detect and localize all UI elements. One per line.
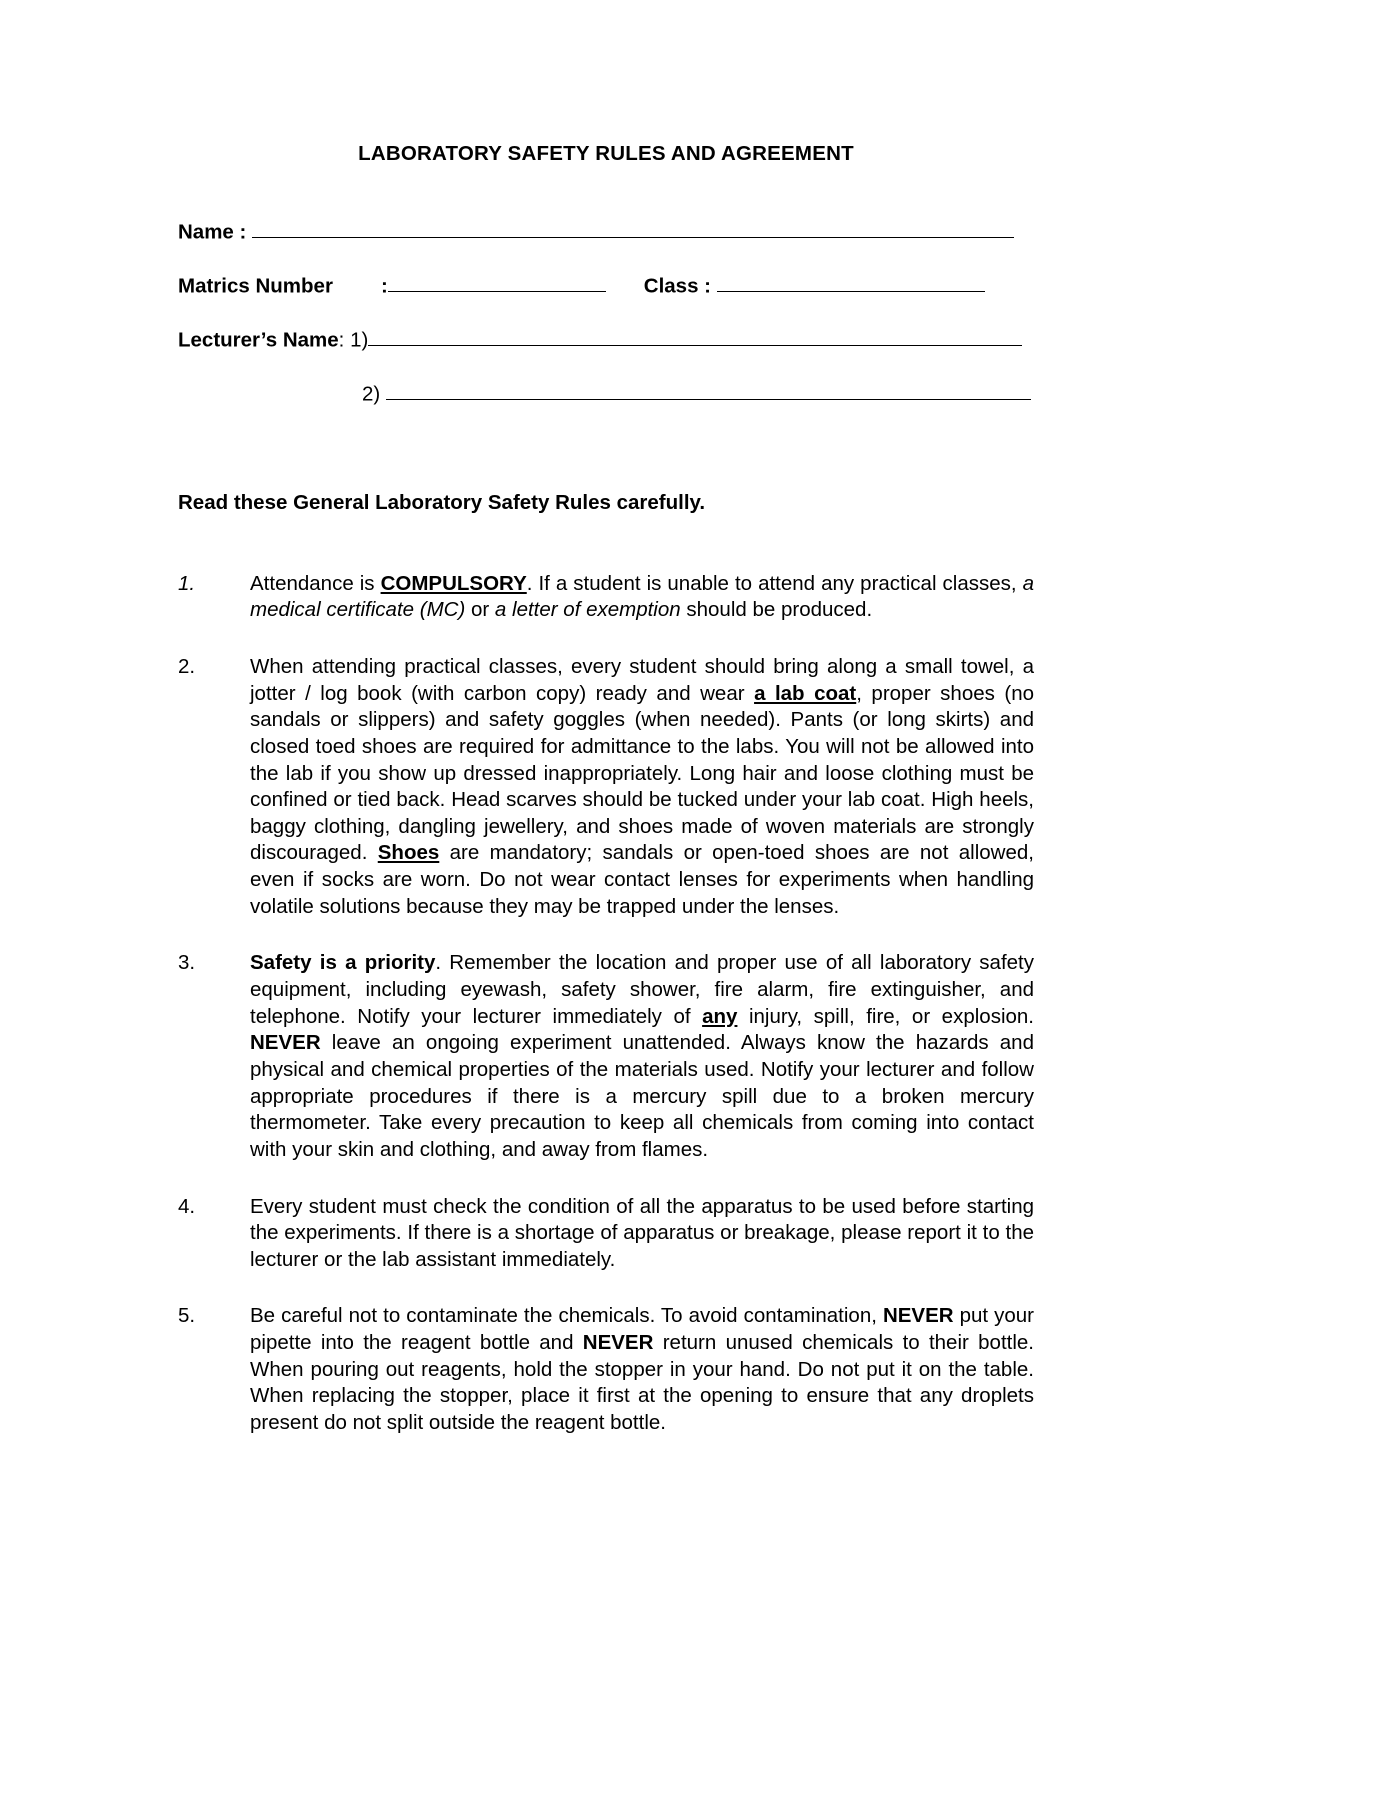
matrics-number-label: Matrics Number [178, 274, 333, 298]
class-input[interactable] [717, 274, 985, 292]
lecturer-2-marker: 2) [362, 382, 381, 406]
rule-text: Be careful not to contaminate the chemicals. To avoid contamination, NEVER put your pipette into the reagent bottle and NEVER return unused chemicals to their bottle. When pouring out reagents, hold the stopper in your hand. Do not put it on the table. When replacing the stopper, place it first at the opening to ensure that any droplets present do not split outside the reagent bottle. [250, 1304, 1034, 1434]
lecturer-name-separator: : [338, 328, 351, 352]
rule-text: Attendance is COMPULSORY. If a student is unable to attend any practical classes, a medical certificate (MC) or a letter of exemption should be produced. [250, 571, 1035, 622]
rule-item [178, 571, 1034, 624]
rule-item [178, 654, 1034, 920]
name-label: Name [178, 220, 234, 244]
class-separator: : [698, 274, 717, 298]
form-row-lecturer-2 [178, 382, 1034, 405]
rule-number: 4. [178, 1194, 196, 1218]
rule-item [178, 950, 1034, 1163]
name-input[interactable] [252, 220, 1014, 238]
student-details-form [178, 220, 1034, 405]
lecturer-2-input[interactable] [386, 382, 1031, 400]
form-row-name [178, 220, 1034, 243]
lecturer-name-label: Lecturer’s Name [178, 328, 339, 352]
rule-text: Every student must check the condition of all the apparatus to be used before starting the experiments. If there is a shortage of apparatus or breakage, please report it to the lecturer or the lab assistant immediately. [250, 1194, 1034, 1271]
rule-item [178, 1194, 1034, 1274]
name-separator: : [233, 220, 253, 244]
rule-text: Safety is a priority. Remember the location and proper use of all laboratory safety equipment, including eyewash, safety shower, fire alarm, fire extinguisher, and telephone. Notify your lecturer immediately of any injury, spill, fire, or explosion. NEVER leave an ongoing experiment unattended. Always know the hazards and physical and chemical properties of the materials used. Notify your lecturer and follow appropriate procedures if there is a mercury spill due to a broken mercury thermometer. Take every precaution to keep all chemicals from coming into contact with your skin and clothing, and away from flames. [250, 951, 1035, 1161]
safety-rules-list [178, 571, 1034, 1437]
document-content [178, 0, 1034, 1467]
matrics-number-input[interactable] [388, 274, 606, 292]
rule-number: 5. [178, 1304, 196, 1328]
rule-number: 3. [178, 951, 196, 975]
form-row-lecturer-1 [178, 328, 1034, 351]
form-row-matrics-class [178, 274, 1034, 297]
matrics-number-separator: : [380, 274, 388, 298]
class-label: Class [643, 274, 699, 298]
rule-number: 2. [178, 654, 196, 678]
section-heading: Read these General Laboratory Safety Rules carefully. [178, 490, 706, 514]
rule-item [178, 1303, 1034, 1436]
lecturer-1-input[interactable] [368, 328, 1022, 346]
rule-number: 1. [178, 571, 196, 595]
page-title: LABORATORY SAFETY RULES AND AGREEMENT [358, 142, 854, 165]
rule-text: When attending practical classes, every student should bring along a small towel, a jotter / log book (with carbon copy) ready and wear a lab coat, proper shoes (no sandals or slippers) and safety goggles (when needed). Pants (or long skirts) and closed toed shoes are required for admittance to the labs. You will not be allowed into the lab if you show up dressed inappropriately. Long hair and loose clothing must be confined or tied back. Head scarves should be tucked under your lab coat. High heels, baggy clothing, dangling jewellery, and shoes made of woven materials are strongly discouraged. Shoes are mandatory; sandals or open-toed shoes are not allowed, even if socks are worn. Do not wear contact lenses for experiments when handling volatile solutions because they may be trapped under the lenses. [250, 654, 1035, 918]
lecturer-1-marker: 1) [350, 328, 369, 352]
